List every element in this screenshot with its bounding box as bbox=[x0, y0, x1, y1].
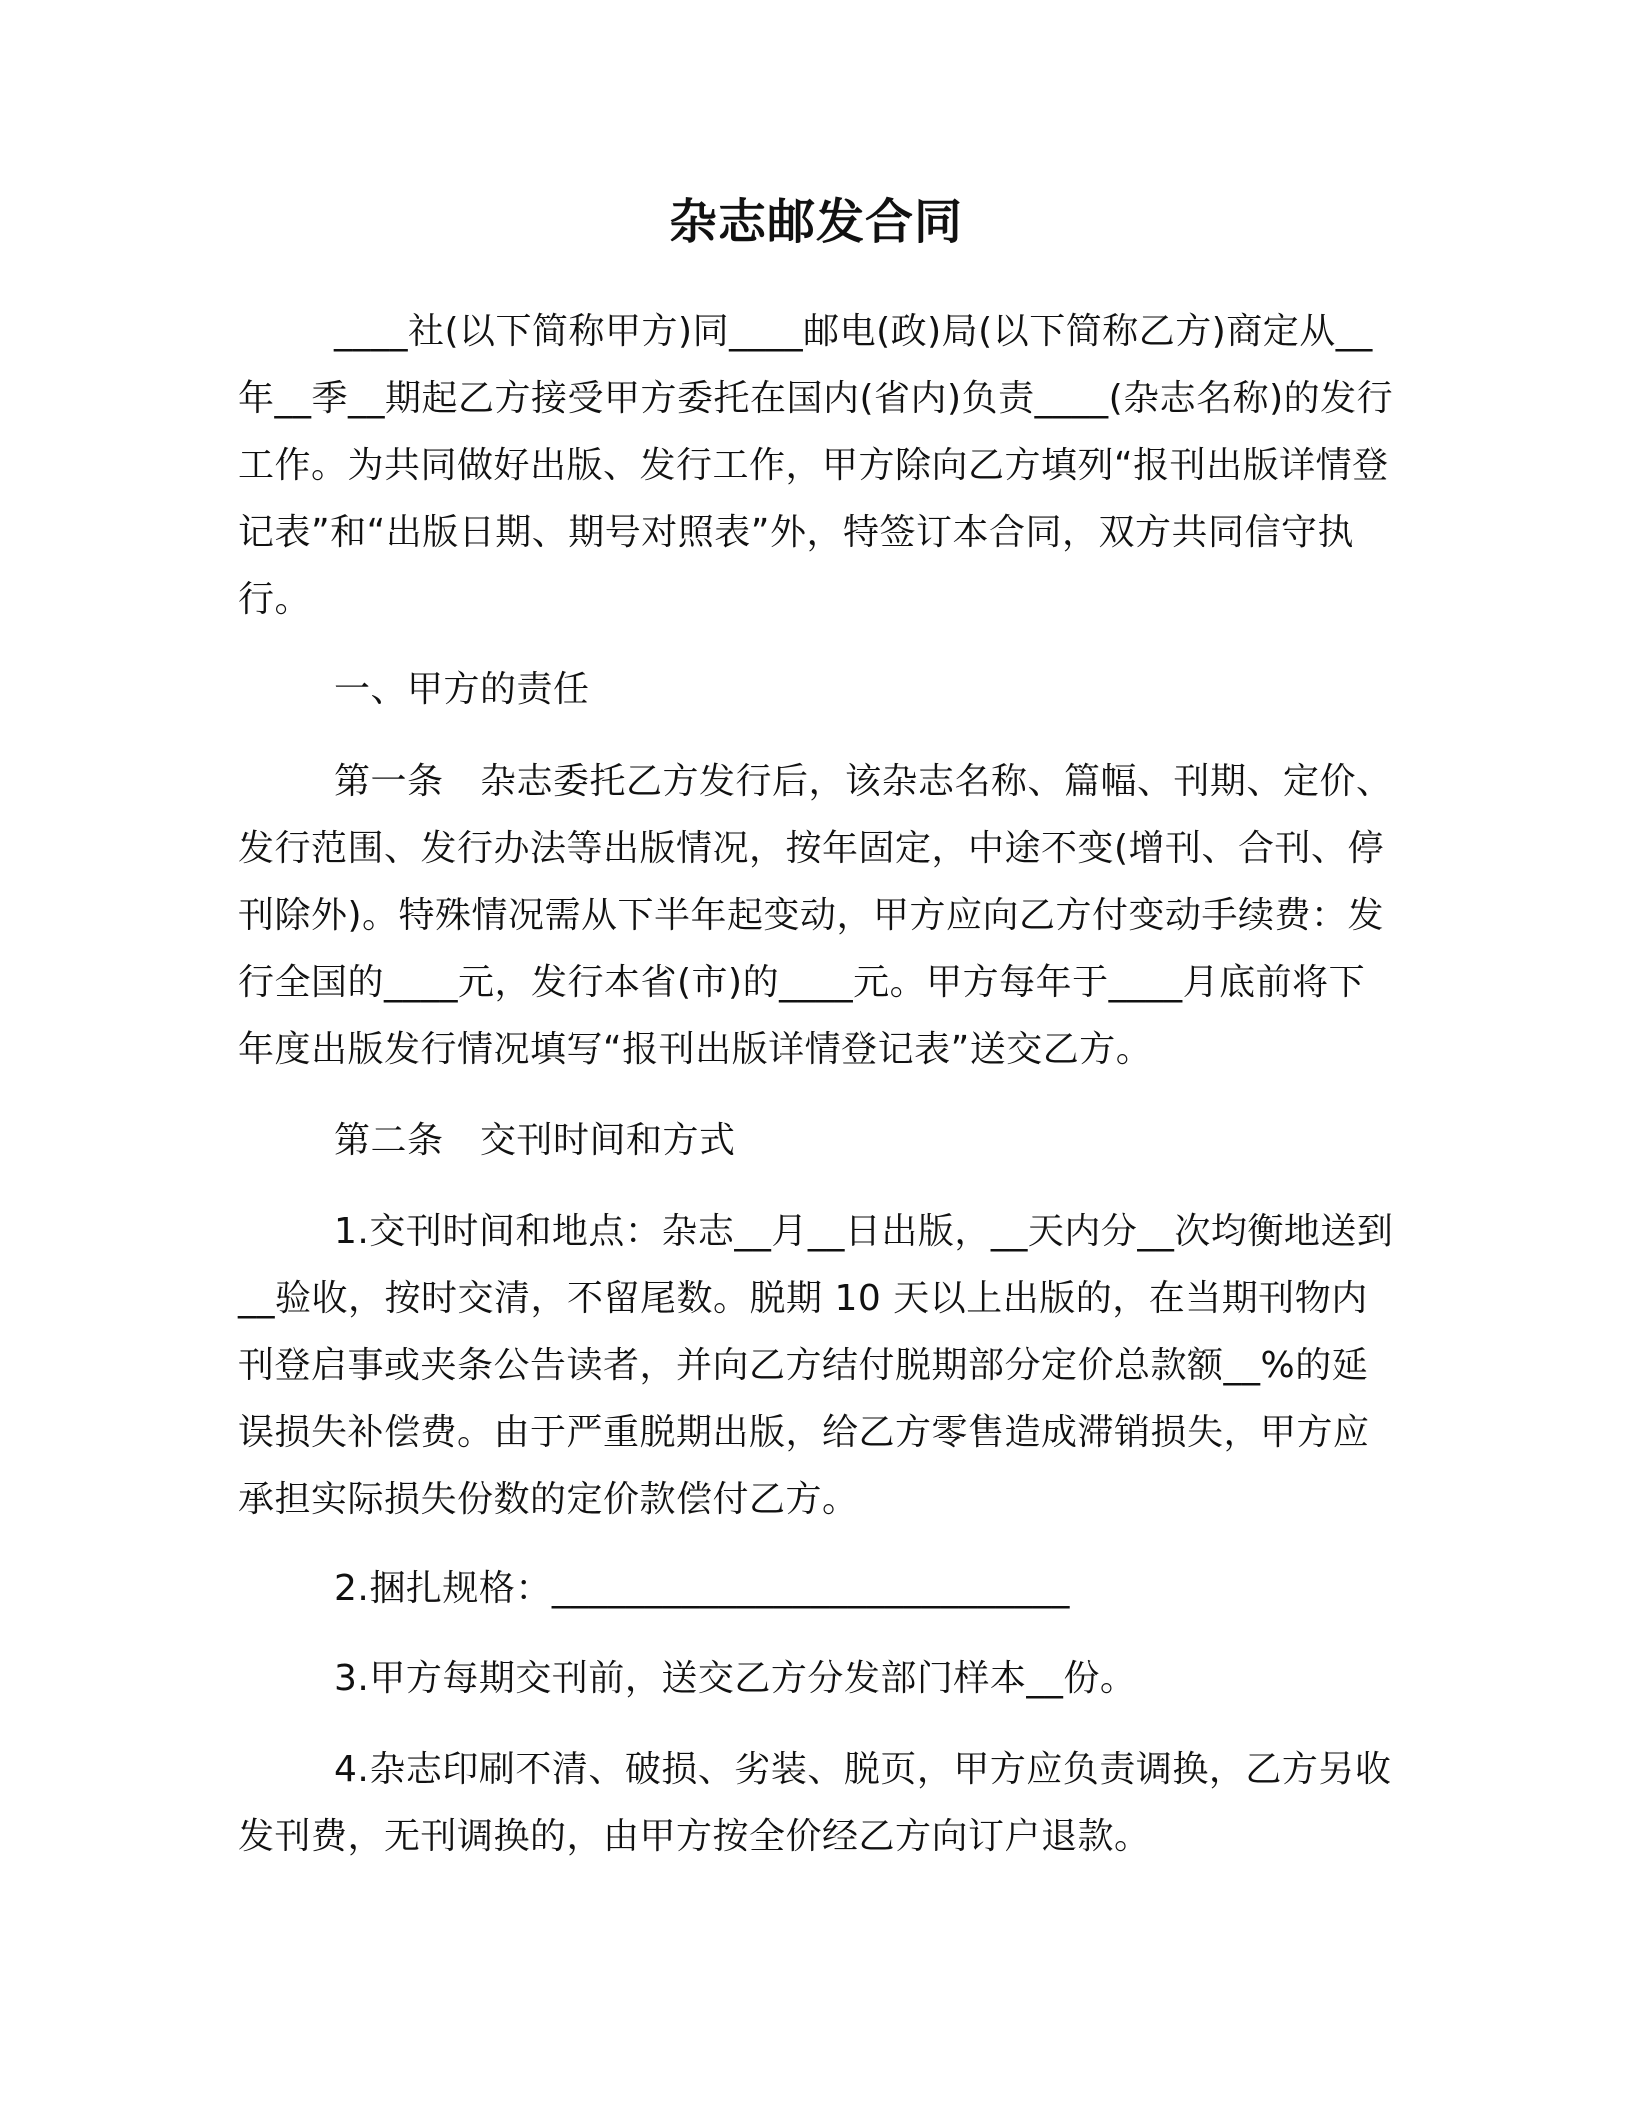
article-2-heading: 第二条 交刊时间和方式 bbox=[334, 1120, 736, 1161]
section-heading-party-a-duties: 一、甲方的责任 bbox=[334, 669, 590, 710]
article-2-item-3: 3.甲方每期交刊前，送交乙方分发部门样本__份。 bbox=[334, 1658, 1137, 1699]
article-2-item-2: 2.捆扎规格：____________________________ bbox=[334, 1568, 1070, 1609]
article-2-item-4: 4.杂志印刷不清、破损、劣装、脱页，甲方应负责调换，乙方另收发刊费，无刊调换的，由甲方按全价经乙方向订户退款。 bbox=[238, 1749, 1392, 1857]
document-title: 杂志邮发合同 bbox=[668, 194, 963, 250]
article-2-item-1: 1.交刊时间和地点：杂志__月__日出版，__天内分__次均衡地送到__验收，按时交清，不留尾数。脱期 10 天以上出版的，在当期刊物内刊登启事或夹条公告读者，并向乙方结付脱期部分定价总款额__%的延误损失补偿费。由于严重脱期出版，给乙方零售造成滞销损失，甲方应承担实际损失份数的定价款偿付乙方。 bbox=[238, 1211, 1394, 1520]
intro-paragraph: ____社(以下简称甲方)同____邮电(政)局(以下简称乙方)商定从__年__季__期起乙方接受甲方委托在国内(省内)负责____(杂志名称)的发行工作。为共同做好出版、发行工作，甲方除向乙方填列“报刊出版详情登记表”和“出版日期、期号对照表”外，特签订本合同，双方共同信守执行。 bbox=[238, 311, 1394, 620]
article-1-paragraph: 第一条 杂志委托乙方发行后，该杂志名称、篇幅、刊期、定价、发行范围、发行办法等出版情况，按年固定，中途不变(增刊、合刊、停刊除外)。特殊情况需从下半年起变动，甲方应向乙方付变动手续费：发行全国的____元，发行本省(市)的____元。甲方每年于____月底前将下年度出版发行情况填写“报刊出版详情登记表”送交乙方。 bbox=[238, 761, 1393, 1070]
